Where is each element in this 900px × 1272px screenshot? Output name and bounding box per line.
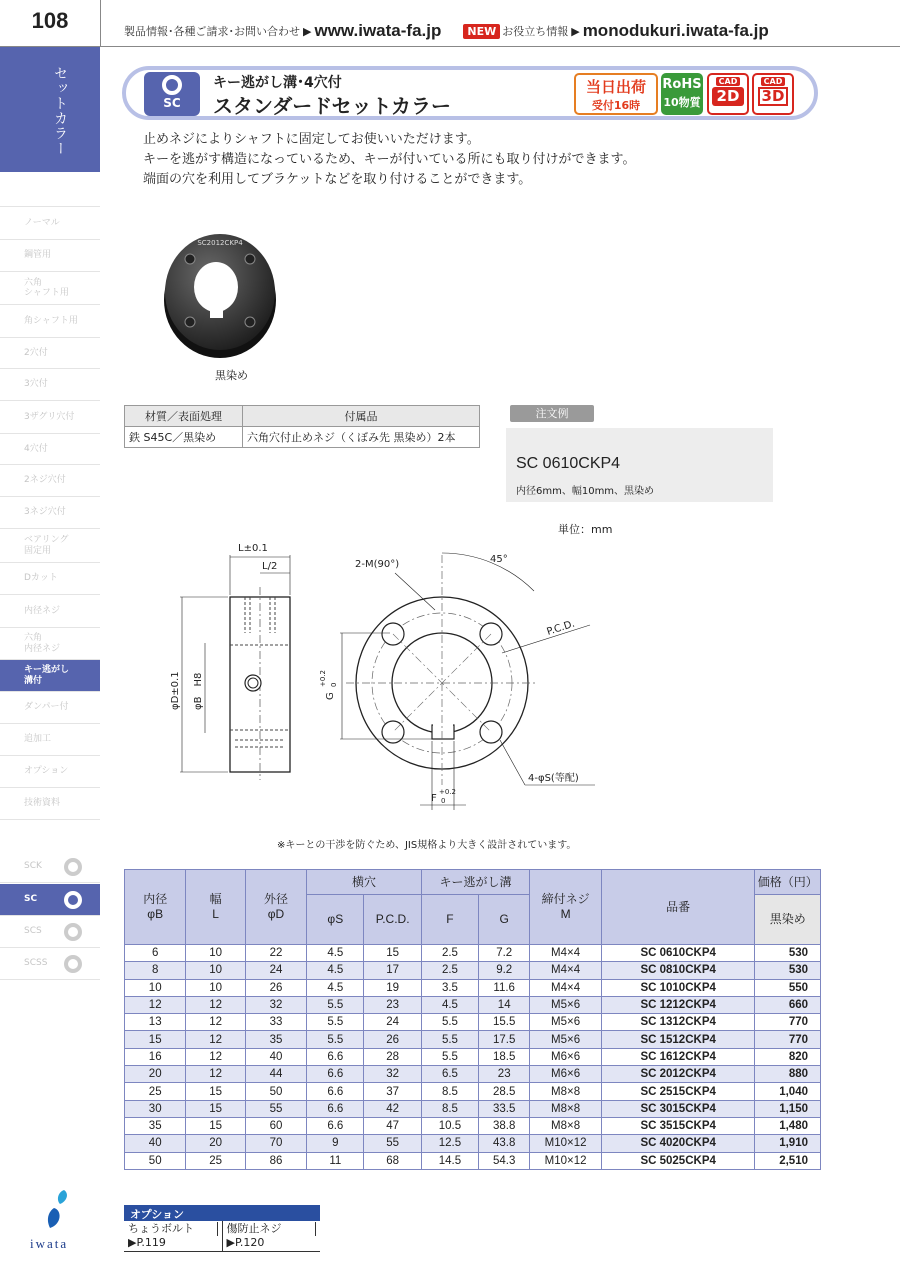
sidebar-series-item[interactable] [0, 948, 100, 980]
part-number-cell[interactable]: SC 1010CKP4 [601, 979, 755, 996]
table-cell: 15.5 [479, 1014, 530, 1031]
dim-pcd: P.C.D. [545, 618, 577, 638]
price-cell: 530 [755, 945, 821, 962]
spec-table-body [125, 945, 821, 1170]
spec-table [124, 869, 821, 1170]
options-title: オプション [124, 1205, 320, 1221]
table-cell: 68 [364, 1152, 421, 1169]
table-cell: M5×6 [530, 996, 602, 1013]
table-cell: 4.5 [421, 996, 478, 1013]
table-cell: 11 [307, 1152, 364, 1169]
table-cell: 13 [125, 1014, 186, 1031]
table-cell: 26 [245, 979, 306, 996]
col-width: 幅 L [186, 870, 245, 945]
table-cell: 6.6 [307, 1066, 364, 1083]
col-pcd: P.C.D. [364, 895, 421, 945]
arrow-right-icon: ▶ [303, 24, 312, 38]
description-line: 端面の穴を利用してブラケットなどを取り付けることができます。 [143, 172, 532, 187]
sidebar-item[interactable] [0, 207, 100, 240]
dim-f: F [431, 793, 437, 804]
option-page-link[interactable]: ▶P.120 [226, 1236, 265, 1249]
material-table [124, 405, 480, 448]
table-cell: 44 [245, 1066, 306, 1083]
table-cell: 17 [364, 962, 421, 979]
table-cell: 28.5 [479, 1083, 530, 1100]
dim-g-tol-up: +0.2 [319, 670, 327, 687]
part-number-cell[interactable]: SC 5025CKP4 [601, 1152, 755, 1169]
table-cell: 15 [125, 1031, 186, 1048]
table-row [125, 1135, 821, 1152]
dim-screw: 2-M(90°) [355, 559, 400, 570]
table-cell: 11.6 [479, 979, 530, 996]
table-cell: 33.5 [479, 1100, 530, 1117]
table-row [125, 1066, 821, 1083]
sidebar-series-item[interactable] [0, 884, 100, 916]
sidebar-item-label: ベアリング 固定用 [24, 535, 69, 556]
sidebar-series-item[interactable] [0, 916, 100, 948]
finish-caption: 黒染め [215, 369, 248, 382]
header-separator [100, 0, 101, 46]
table-row [125, 1031, 821, 1048]
table-row [125, 1152, 821, 1169]
table-cell: 5.5 [421, 1031, 478, 1048]
table-cell: 28 [364, 1048, 421, 1065]
side-view [170, 543, 290, 780]
table-cell: 16 [125, 1048, 186, 1065]
accessory-value: 六角穴付止めネジ（くぼみ先 黒染め）2本 [243, 427, 480, 448]
table-cell: 40 [125, 1135, 186, 1152]
sidebar-item[interactable] [0, 434, 100, 465]
iwata-logo-mark [42, 1188, 78, 1232]
table-cell: 2.5 [421, 962, 478, 979]
option-name: ちょうボルト [128, 1222, 218, 1236]
table-cell: 8 [125, 962, 186, 979]
header-rule [0, 46, 900, 47]
col-f: F [421, 895, 478, 945]
table-cell: 24 [364, 1014, 421, 1031]
options-box [124, 1205, 320, 1252]
sidebar-item[interactable] [0, 660, 100, 692]
price-cell: 1,040 [755, 1083, 821, 1100]
table-cell: 40 [245, 1048, 306, 1065]
table-cell: 19 [364, 979, 421, 996]
collar-icon [64, 923, 82, 941]
description-line: キーを逃がす構造になっているため、キーが付いている所にも取り付けができます。 [143, 152, 636, 167]
table-cell: 5.5 [307, 1014, 364, 1031]
sidebar-item[interactable] [0, 595, 100, 628]
table-row [125, 1083, 821, 1100]
table-cell: 86 [245, 1152, 306, 1169]
page-number: 108 [31, 8, 69, 33]
sidebar-item[interactable] [0, 692, 100, 724]
dim-l-half: L/2 [262, 561, 278, 572]
order-example-tag: 注文例 [510, 405, 594, 422]
sidebar-item-label: 六角 内径ネジ [24, 633, 61, 654]
table-cell: 25 [186, 1152, 245, 1169]
sidebar-item[interactable] [0, 788, 100, 820]
header-links [124, 21, 769, 41]
table-cell: M10×12 [530, 1135, 602, 1152]
table-row [125, 1048, 821, 1065]
table-cell: 6.5 [421, 1066, 478, 1083]
table-cell: 26 [364, 1031, 421, 1048]
price-cell: 1,910 [755, 1135, 821, 1152]
table-cell: 4.5 [307, 962, 364, 979]
table-cell: 10 [186, 962, 245, 979]
price-cell: 530 [755, 962, 821, 979]
table-cell: 6.6 [307, 1083, 364, 1100]
table-cell: 5.5 [421, 1048, 478, 1065]
series-code: SC [163, 96, 181, 110]
table-cell: 4.5 [307, 945, 364, 962]
table-cell: 50 [245, 1083, 306, 1100]
sidebar-series-item[interactable] [0, 851, 100, 883]
collar-icon [64, 955, 82, 973]
sidebar-item[interactable] [0, 529, 100, 563]
table-cell: 3.5 [421, 979, 478, 996]
sidebar-item-label: 2ネジ穴付 [24, 475, 66, 486]
table-cell: 20 [186, 1135, 245, 1152]
sidebar-item-label: 内径ネジ [24, 605, 61, 616]
sidebar-series-label: SC [24, 894, 38, 905]
table-cell: 5.5 [421, 1014, 478, 1031]
table-cell: 8.5 [421, 1100, 478, 1117]
sidebar-item-label: 2穴付 [24, 347, 48, 358]
cad-3d-top: CAD [761, 77, 785, 86]
col-price: 価格（円） [755, 870, 821, 895]
table-cell: 35 [245, 1031, 306, 1048]
sidebar-series-label: SCS [24, 926, 42, 937]
table-cell: 10 [125, 979, 186, 996]
table-cell: 24 [245, 962, 306, 979]
part-number-cell[interactable]: SC 1212CKP4 [601, 996, 755, 1013]
table-cell: 12 [186, 996, 245, 1013]
part-number-cell[interactable]: SC 1612CKP4 [601, 1048, 755, 1065]
sidebar-item-label: 3ネジ穴付 [24, 507, 66, 518]
order-example-code: SC 0610CKP4 [516, 455, 621, 472]
table-cell: 12 [186, 1031, 245, 1048]
sidebar-spacer [0, 172, 100, 207]
table-cell: 10 [186, 945, 245, 962]
table-row [125, 979, 821, 996]
table-cell: M4×4 [530, 979, 602, 996]
table-cell: 15 [186, 1100, 245, 1117]
option-item[interactable] [124, 1221, 223, 1251]
price-cell: 820 [755, 1048, 821, 1065]
table-cell: 6.6 [307, 1117, 364, 1134]
table-cell: 35 [125, 1117, 186, 1134]
rohs-label: RoHS [662, 77, 702, 92]
part-number-cell[interactable]: SC 4020CKP4 [601, 1135, 755, 1152]
option-name: 傷防止ネジ [227, 1222, 317, 1236]
technical-drawing [150, 535, 610, 820]
col-group-keyway: キー逃がし溝 [421, 870, 529, 895]
collar-icon [64, 858, 82, 876]
table-cell: 37 [364, 1083, 421, 1100]
table-cell: 14 [479, 996, 530, 1013]
sidebar-item[interactable] [0, 338, 100, 369]
table-cell: 17.5 [479, 1031, 530, 1048]
front-view [319, 553, 595, 810]
price-cell: 770 [755, 1014, 821, 1031]
product-title: スタンダードセットカラー [213, 94, 451, 118]
sidebar-item-label: Dカット [24, 573, 58, 584]
rohs-substances: 10物質 [663, 96, 701, 109]
table-cell: 12 [186, 1048, 245, 1065]
new-badge: NEW [463, 24, 500, 39]
order-example-desc: 内径6mm、幅10mm、黒染め [516, 486, 655, 497]
table-row [125, 1014, 821, 1031]
table-cell: 42 [364, 1100, 421, 1117]
product-photo [160, 212, 280, 362]
price-cell: 1,150 [755, 1100, 821, 1117]
sidebar-item-label: オプション [24, 766, 69, 777]
table-cell: 15 [186, 1083, 245, 1100]
part-number-cell[interactable]: SC 2012CKP4 [601, 1066, 755, 1083]
sidebar-section-title: セットカラー [52, 66, 68, 156]
table-cell: M8×8 [530, 1083, 602, 1100]
dim-phi-b: φB H8 [193, 672, 204, 710]
dim-angle: 45° [490, 554, 508, 565]
product-subtitle: キー逃がし溝･4穴付 [213, 75, 342, 91]
table-cell: 12 [186, 1066, 245, 1083]
unit-label: 単位：mm [558, 523, 613, 536]
part-number-cell[interactable]: SC 3015CKP4 [601, 1100, 755, 1117]
same-day-cutoff: 受付16時 [591, 99, 641, 112]
table-cell: 12 [186, 1014, 245, 1031]
part-number-cell[interactable]: SC 1312CKP4 [601, 1014, 755, 1031]
table-row [125, 996, 821, 1013]
table-cell: M8×8 [530, 1100, 602, 1117]
price-cell: 880 [755, 1066, 821, 1083]
sidebar-item-label: 追加工 [24, 734, 52, 745]
table-cell: 22 [245, 945, 306, 962]
sidebar-item[interactable] [0, 369, 100, 401]
table-row [125, 962, 821, 979]
table-cell: 32 [364, 1066, 421, 1083]
price-cell: 2,510 [755, 1152, 821, 1169]
sidebar-item-label: 3穴付 [24, 379, 48, 390]
table-cell: 10.5 [421, 1117, 478, 1134]
sidebar-item-label: 技術資料 [24, 798, 61, 809]
sidebar-item-label: 鋼管用 [24, 250, 52, 261]
cad-3d-label: 3D [758, 87, 788, 106]
table-cell: 23 [479, 1066, 530, 1083]
table-cell: 50 [125, 1152, 186, 1169]
cad-2d-badge[interactable] [707, 73, 749, 115]
sidebar-item[interactable] [0, 628, 100, 660]
table-cell: 38.8 [479, 1117, 530, 1134]
table-cell: 9.2 [479, 962, 530, 979]
part-number-cell[interactable]: SC 0610CKP4 [601, 945, 755, 962]
table-cell: 7.2 [479, 945, 530, 962]
same-day-badge [574, 73, 658, 115]
cad-3d-badge[interactable] [752, 73, 794, 115]
dim-phi-d: φD±0.1 [170, 671, 181, 710]
dim-g-tol-low: 0 [330, 682, 338, 687]
table-cell: 43.8 [479, 1135, 530, 1152]
col-screw: 締付ネジ M [530, 870, 602, 945]
table-cell: 20 [125, 1066, 186, 1083]
table-cell: 12 [125, 996, 186, 1013]
table-cell: 2.5 [421, 945, 478, 962]
cad-2d-top: CAD [716, 77, 740, 86]
product-description [143, 130, 635, 190]
cad-2d-label: 2D [712, 87, 744, 106]
table-cell: M6×6 [530, 1066, 602, 1083]
collar-icon [64, 891, 82, 909]
col-inner-diameter: 内径 φB [125, 870, 186, 945]
series-icon [144, 72, 200, 116]
accessory-header: 付属品 [243, 406, 480, 427]
arrow-right-icon: ▶ [571, 24, 580, 38]
option-item[interactable] [223, 1221, 321, 1251]
col-phi-s: φS [307, 895, 364, 945]
header-left-url[interactable]: www.iwata-fa.jp [314, 21, 442, 40]
table-cell: 47 [364, 1117, 421, 1134]
part-number-cell[interactable]: SC 2515CKP4 [601, 1083, 755, 1100]
price-cell: 770 [755, 1031, 821, 1048]
table-cell: 32 [245, 996, 306, 1013]
table-cell: 70 [245, 1135, 306, 1152]
table-cell: 23 [364, 996, 421, 1013]
table-cell: 60 [245, 1117, 306, 1134]
price-cell: 550 [755, 979, 821, 996]
header-right-text: お役立ち情報 [502, 25, 569, 38]
sidebar-item[interactable] [0, 240, 100, 272]
table-cell: 4.5 [307, 979, 364, 996]
col-black-oxide: 黒染め [755, 895, 821, 945]
table-cell: 5.5 [307, 1031, 364, 1048]
table-row [125, 945, 821, 962]
sidebar-item[interactable] [0, 465, 100, 497]
design-note: ※キーとの干渉を防ぐため、JIS規格より大きく設計されています。 [277, 840, 577, 851]
same-day-label: 当日出荷 [585, 78, 646, 96]
table-cell: M4×4 [530, 962, 602, 979]
col-part-number: 品番 [601, 870, 755, 945]
rohs-badge [661, 73, 703, 115]
table-cell: 15 [364, 945, 421, 962]
table-cell: M5×6 [530, 1014, 602, 1031]
col-group-holes: 横穴 [307, 870, 422, 895]
table-row [125, 1117, 821, 1134]
table-cell: 25 [125, 1083, 186, 1100]
sidebar-series-label: SCK [24, 861, 42, 872]
iwata-logo-text: iwata [30, 1236, 69, 1251]
collar-icon [162, 75, 182, 95]
table-cell: 5.5 [307, 996, 364, 1013]
sidebar-item-label: 4穴付 [24, 443, 48, 454]
table-cell: 14.5 [421, 1152, 478, 1169]
table-cell: M6×6 [530, 1048, 602, 1065]
sidebar-item[interactable] [0, 497, 100, 529]
col-outer-diameter: 外径 φD [245, 870, 306, 945]
dim-f-tol-up: +0.2 [439, 788, 456, 796]
col-g: G [479, 895, 530, 945]
table-row [125, 1100, 821, 1117]
table-cell: 6 [125, 945, 186, 962]
sidebar-item[interactable] [0, 272, 100, 305]
part-number-cell[interactable]: SC 0810CKP4 [601, 962, 755, 979]
header-left-text: 製品情報･各種ご請求･お問い合わせ [124, 25, 300, 38]
option-page-link[interactable]: ▶P.119 [128, 1236, 166, 1249]
table-cell: 55 [245, 1100, 306, 1117]
product-engraving: SC2012CKP4 [197, 239, 243, 247]
table-cell: 30 [125, 1100, 186, 1117]
dim-g: G [325, 692, 336, 700]
sidebar-item[interactable] [0, 305, 100, 338]
table-cell: 33 [245, 1014, 306, 1031]
table-cell: 12.5 [421, 1135, 478, 1152]
price-cell: 1,480 [755, 1117, 821, 1134]
table-cell: M5×6 [530, 1031, 602, 1048]
dim-holes: 4-φS(等配) [528, 773, 579, 784]
header-right-url[interactable]: monodukuri.iwata-fa.jp [582, 21, 769, 40]
table-cell: 18.5 [479, 1048, 530, 1065]
sidebar-item-label: 3ザグリ穴付 [24, 411, 75, 422]
table-cell: 6.6 [307, 1100, 364, 1117]
sidebar-item[interactable] [0, 724, 100, 756]
table-cell: 55 [364, 1135, 421, 1152]
sidebar-series-label: SCSS [24, 958, 48, 969]
part-number-cell[interactable]: SC 3515CKP4 [601, 1117, 755, 1134]
sidebar-item[interactable] [0, 563, 100, 595]
table-cell: 9 [307, 1135, 364, 1152]
table-cell: 6.6 [307, 1048, 364, 1065]
sidebar-item[interactable] [0, 401, 100, 434]
table-cell: 10 [186, 979, 245, 996]
sidebar-item-label: ノーマル [24, 217, 60, 228]
table-cell: M4×4 [530, 945, 602, 962]
material-value: 鉄 S45C／黒染め [125, 427, 243, 448]
table-cell: 15 [186, 1117, 245, 1134]
table-cell: M10×12 [530, 1152, 602, 1169]
table-cell: 8.5 [421, 1083, 478, 1100]
dim-l-tol: L±0.1 [238, 543, 268, 554]
table-cell: M8×8 [530, 1117, 602, 1134]
dim-f-tol-low: 0 [441, 797, 446, 805]
table-cell: 54.3 [479, 1152, 530, 1169]
part-number-cell[interactable]: SC 1512CKP4 [601, 1031, 755, 1048]
price-cell: 660 [755, 996, 821, 1013]
description-line: 止めネジによりシャフトに固定してお使いいただけます。 [143, 132, 480, 147]
sidebar-item[interactable] [0, 756, 100, 788]
sidebar-item-label: キー逃がし 溝付 [24, 665, 70, 686]
sidebar-item-label: 角シャフト用 [24, 315, 78, 326]
sidebar-item-label: 六角 シャフト用 [24, 277, 69, 298]
material-header: 材質／表面処理 [125, 406, 243, 427]
sidebar-item-label: ダンパー付 [24, 702, 69, 713]
